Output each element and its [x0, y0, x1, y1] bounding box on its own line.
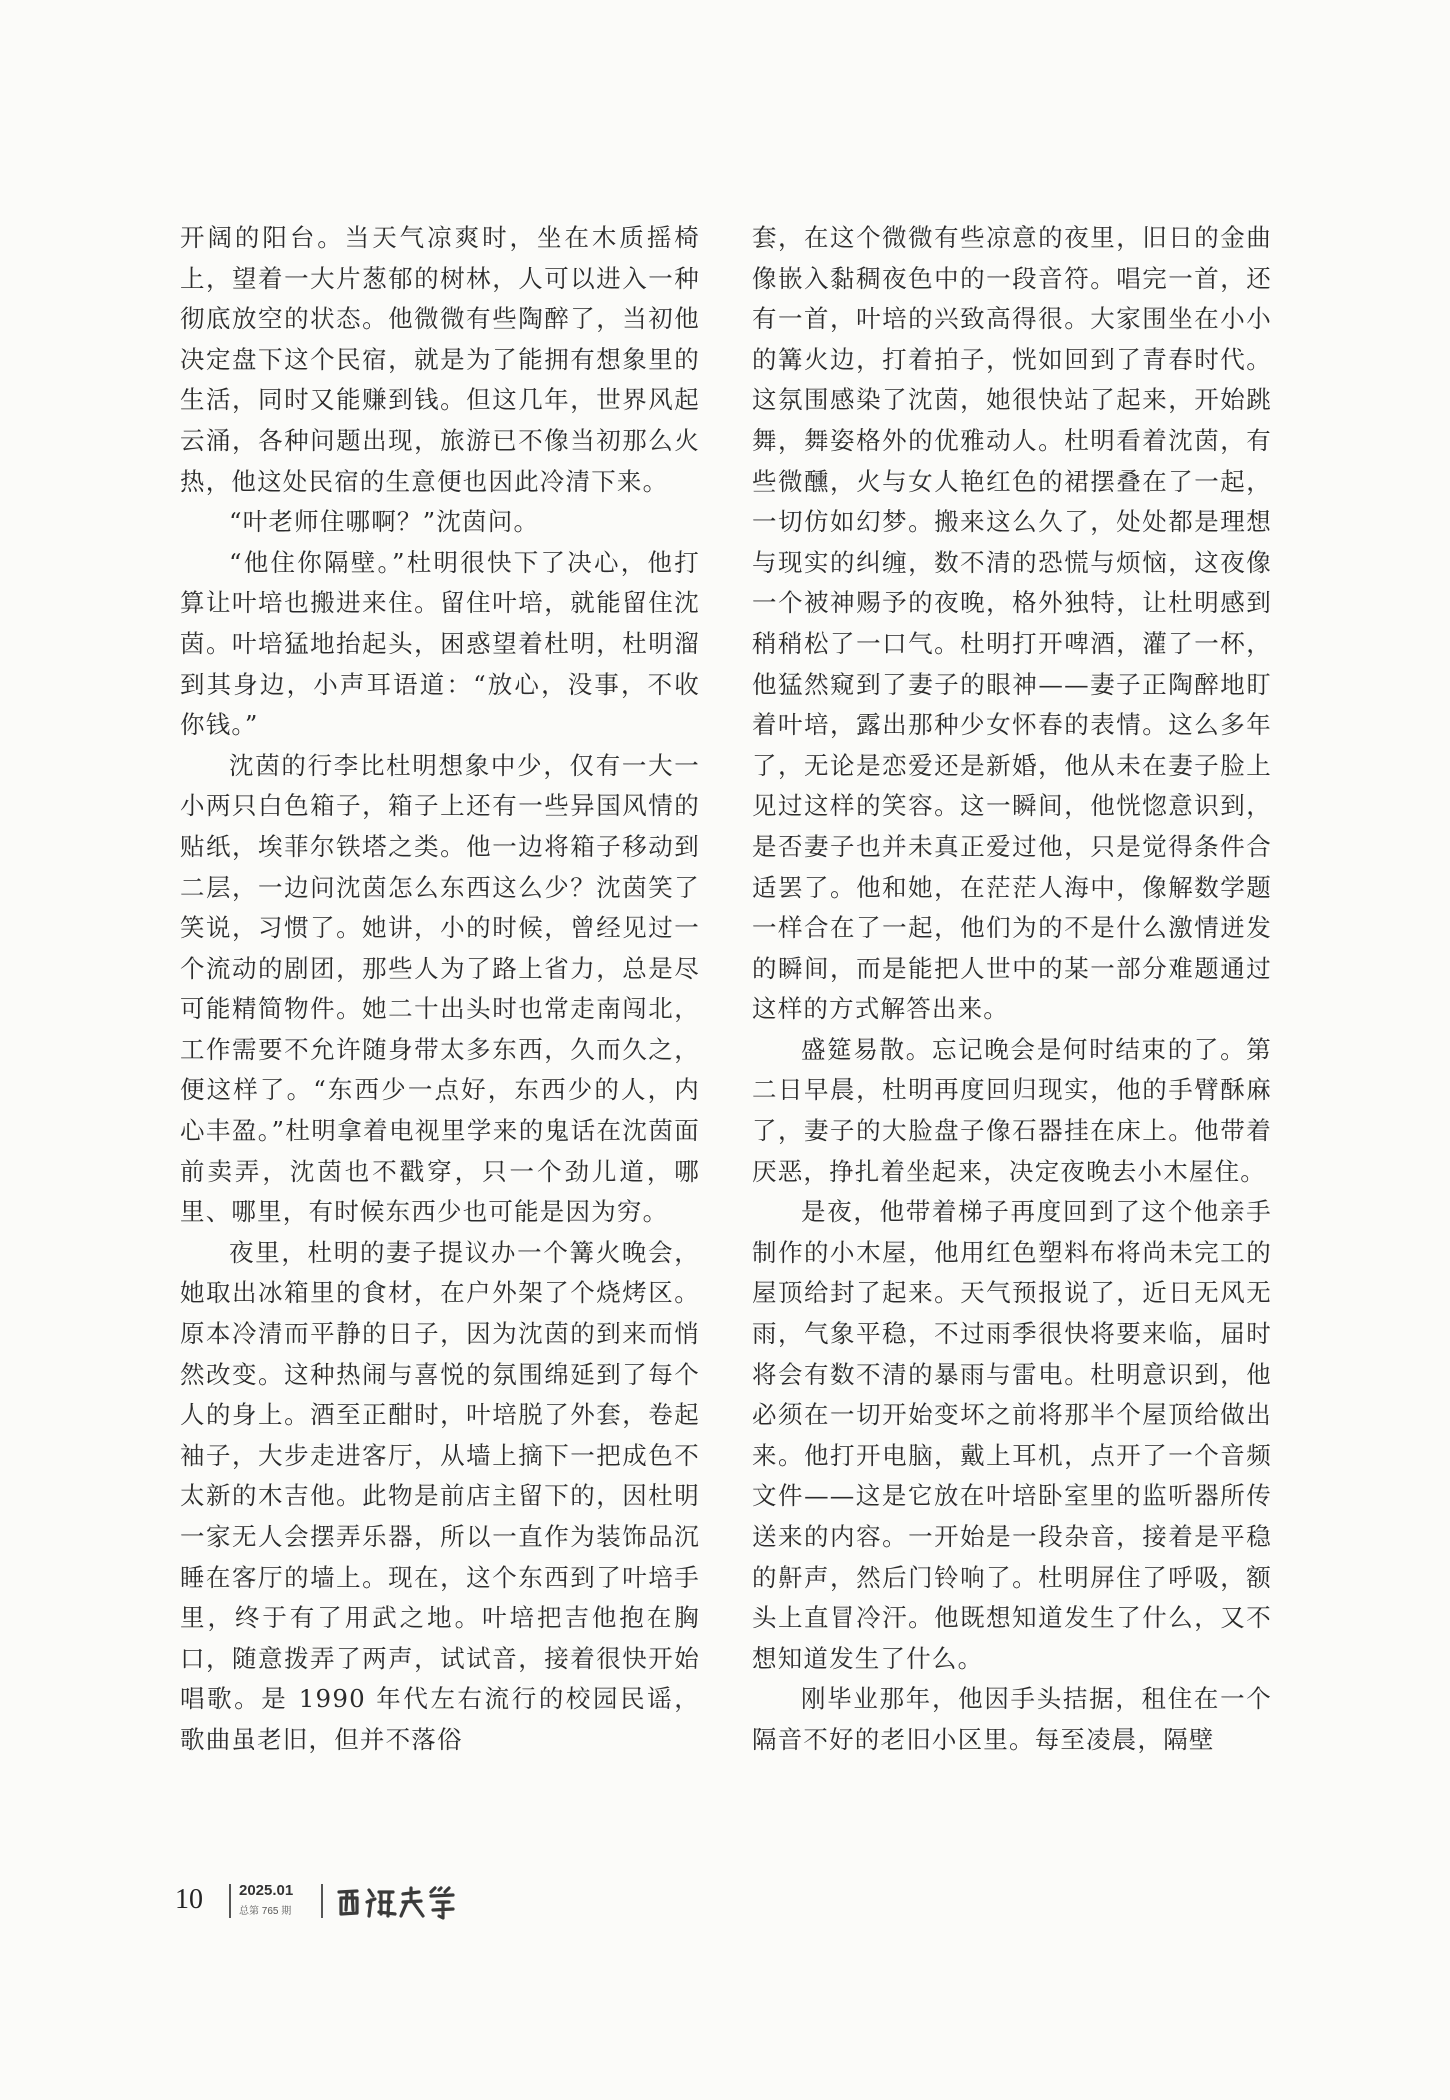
paragraph: 刚毕业那年，他因手头拮据，租住在一个隔音不好的老旧小区里。每至凌晨，隔壁 — [752, 1684, 1272, 1754]
paragraph: “他住你隔壁。”杜明很快下了决心，他打算让叶培也搬进来住。留住叶培，就能留住沈茵。叶培猛地抬起头，困惑望着杜明，杜明溜到其身边，小声耳语道：“放心，没事，不收你钱。” — [180, 547, 700, 740]
paragraph: 盛筵易散。忘记晚会是何时结束的了。第二日早晨，杜明再度回归现实，他的手臂酥麻了，妻子的大脸盘子像石器挂在床上。他带着厌恶，挣扎着坐起来，决定夜晚去小木屋住。 — [752, 1034, 1272, 1186]
page-number: 10 — [175, 1884, 203, 1915]
paragraph: “叶老师住哪啊？”沈茵问。 — [229, 507, 540, 537]
paragraph: 套，在这个微微有些凉意的夜里，旧日的金曲像嵌入黏稠夜色中的一段音符。唱完一首，还有一首，叶培的兴致高得很。大家围坐在小小的篝火边，打着拍子，恍如回到了青春时代。这氛围感染了沈茵，她很快站了起来，开始跳舞，舞姿格外的优雅动人。杜明看着沈茵，有些微醺，火与女人艳红色的裙摆叠在了一起，一切仿如幻梦。搬来这么久了，处处都是理想与现实的纠缠，数不清的恐慌与烦恼，这夜像一个被神赐予的夜晚，格外独特，让杜明感到稍稍松了一口气。杜明打开啤酒，灌了一杯，他猛然窥到了妻子的眼神——妻子正陶醉地盯着叶培，露出那种少女怀春的表情。这么多年了，无论是恋爱还是新婚，他从未在妻子脸上见过这样的笑容。这一瞬间，他恍惚意识到，是否妻子也并未真正爱过他，只是觉得条件合适罢了。他和她，在茫茫人海中，像解数学题一样合在了一起，他们为的不是什么激情迸发的瞬间，而是能把人世中的某一部分难题通过这样的方式解答出来。 — [752, 223, 1272, 1024]
paragraph: 夜里，杜明的妻子提议办一个篝火晚会，她取出冰箱里的食材，在户外架了个烧烤区。原本冷清而平静的日子，因为沈茵的到来而悄然改变。这种热闹与喜悦的氛围绵延到了每个人的身上。酒至正酣时，叶培脱了外套，卷起袖子，大步走进客厅，从墙上摘下一把成色不太新的木吉他。此物是前店主留下的，因杜明一家无人会摆弄乐器，所以一直作为装饰品沉睡在客厅的墙上。现在，这个东西到了叶培手里，终于有了用武之地。叶培把吉他抱在胸口，随意拨弄了两声，试试音，接着很快开始唱歌。是 1990 年代左右流行的校园民谣，歌曲虽老旧，但并不落俗 — [180, 1237, 700, 1754]
paragraph: 沈茵的行李比杜明想象中少，仅有一大一小两只白色箱子，箱子上还有一些异国风情的贴纸，埃菲尔铁塔之类。他一边将箱子移动到二层，一边问沈茵怎么东西这么少？沈茵笑了笑说，习惯了。她讲，小的时候，曾经见过一个流动的剧团，那些人为了路上省力，总是尽可能精简物件。她二十出头时也常走南闯北，工作需要不允许随身带太多东西，久而久之，便这样了。“东西少一点好，东西少的人，内心丰盈。”杜明拿着电视里学来的鬼话在沈茵面前卖弄，沈茵也不戳穿，只一个劲儿道，哪里、哪里，有时候东西少也可能是因为穷。 — [180, 750, 700, 1227]
paragraph: 是夜，他带着梯子再度回到了这个他亲手制作的小木屋，他用红色塑料布将尚未完工的屋顶给封了起来。天气预报说了，近日无风无雨，气象平稳，不过雨季很快将要来临，届时将会有数不清的暴雨与雷电。杜明意识到，他必须在一切开始变坏之前将那半个屋顶给做出来。他打开电脑，戴上耳机，点开了一个音频文件——这是它放在叶培卧室里的监听器所传送来的内容。一开始是一段杂音，接着是平稳的鼾声，然后门铃响了。杜明屏住了呼吸，额头上直冒冷汗。他既想知道发生了什么，又不想知道发生了什么。 — [752, 1197, 1272, 1673]
paragraph: 开阔的阳台。当天气凉爽时，坐在木质摇椅上，望着一大片葱郁的树林，人可以进入一种彻底放空的状态。他微微有些陶醉了，当初他决定盘下这个民宿，就是为了能拥有想象里的生活，同时又能赚到钱。但这几年，世界风起云涌，各种问题出现，旅游已不像当初那么火热，他这处民宿的生意便也因此冷清下来。 — [180, 223, 700, 496]
issue-number: 总第 765 期 — [239, 1906, 292, 1917]
issue-date: 2025.01 — [239, 1882, 294, 1899]
divider — [321, 1884, 323, 1918]
right-column — [752, 218, 1272, 1761]
magazine-logo — [333, 1880, 463, 1924]
divider — [229, 1884, 231, 1918]
left-column — [180, 218, 700, 1761]
